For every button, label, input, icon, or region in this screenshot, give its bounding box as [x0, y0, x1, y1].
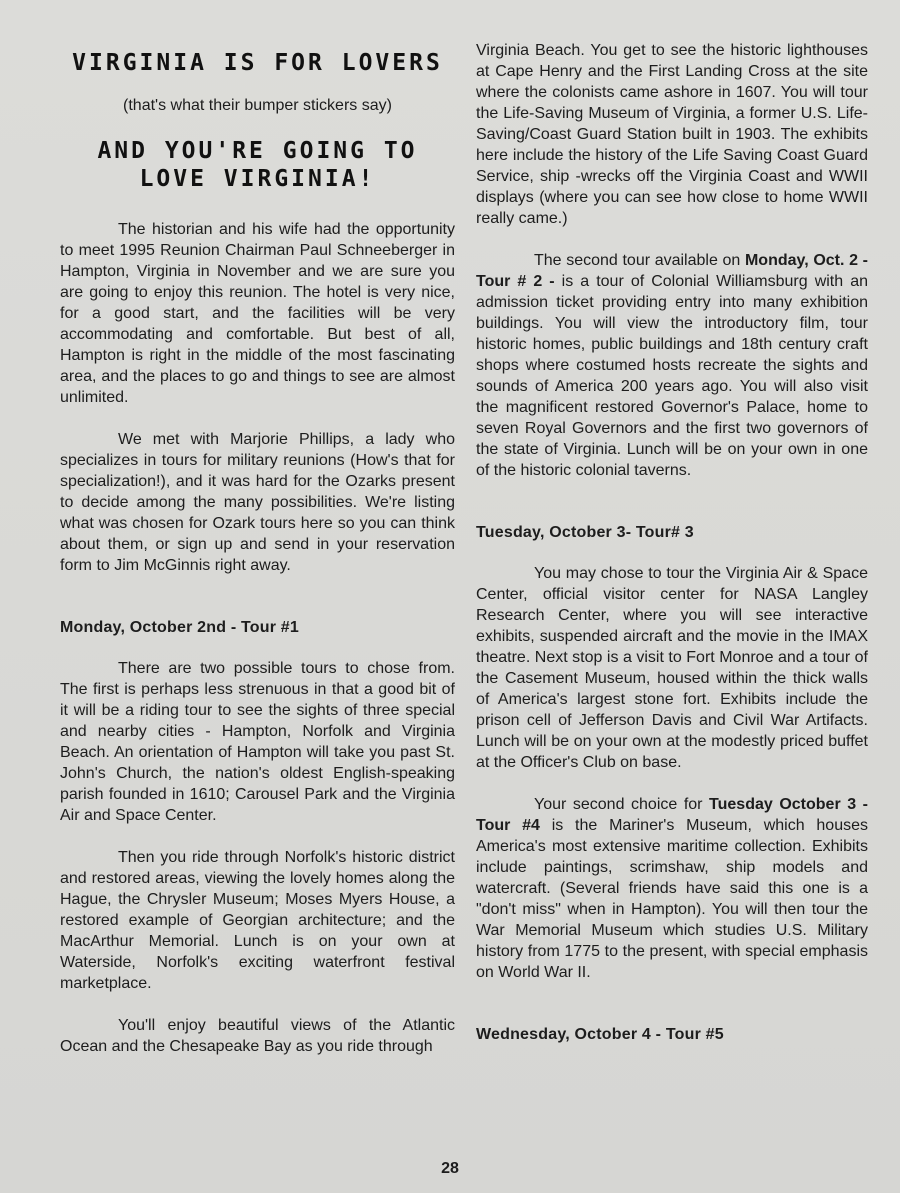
tour1-paragraph-2: Then you ride through Norfolk's historic district and restored areas, viewing the lovely homes along the Hague, the Chrysler Museum; Moses Myers House, a restored example of Georgian architecture; and the MacArthur Memorial. Lunch is on your own at Waterside, Norfolk's exciting waterfront festival marketplace. — [60, 849, 455, 992]
headline-virginia-lovers: VIRGINIA IS FOR LOVERS — [72, 50, 443, 76]
tour2-description: is a tour of Colonial Williamsburg with an admission ticket providing entry into many exhibition buildings. You will view the introductory film, tour historic homes, public buildings and 18th century craft shops where costumed hosts recreate the sights and sounds of America 200 years ago. You will also visit the magnificent restored Governor's Palace, home to seven Royal Governors and the first two governors of the state of Virginia. Lunch will be on your own in one of the historic colonial taverns. — [476, 273, 868, 479]
tour1-continuation: Virginia Beach. You get to see the historic lighthouses at Cape Henry and the First Landing Cross at the site where the colonists came ashore in 1607. You will tour the Life-Saving Museum of Virginia, a former U.S. Life-Saving/Coast Guard Station built in 1903. The exhibits here include the history of the Life Saving Coast Guard Service, ship -wrecks off the Virginia Coast and WWII displays (where you can see how close to home WWII really came.) — [476, 42, 868, 227]
monday-tour1-heading: Monday, October 2nd - Tour #1 — [60, 619, 300, 636]
tours-paragraph: We met with Marjorie Phillips, a lady who specializes in tours for military reunions (How's that for specialization!), and it was hard for the Ozarks present to decide among the many possibilities. We're listing what was chosen for Ozark tours here so you can think about them, or sign up and send in your reservation form to Jim McGinnis right away. — [60, 431, 455, 574]
tour4-paragraph — [476, 794, 868, 983]
tour2-paragraph — [476, 250, 868, 481]
bumper-sticker-subline: (that's what their bumper stickers say) — [123, 97, 392, 114]
wednesday-tour5-heading: Wednesday, October 4 - Tour #5 — [476, 1026, 724, 1043]
tour1-paragraph-3: You'll enjoy beautiful views of the Atlantic Ocean and the Chesapeake Bay as you ride through — [60, 1017, 455, 1055]
tour4-intro-text: Your second choice for — [534, 796, 710, 813]
headline-love-virginia: AND YOU'RE GOING TO LOVE VIRGINIA! — [97, 138, 418, 192]
right-column — [476, 40, 868, 1044]
tuesday-tour3-heading: Tuesday, October 3- Tour# 3 — [476, 524, 694, 541]
page-number: 28 — [441, 1160, 459, 1177]
tour4-description: is the Mariner's Museum, which houses America's most extensive maritime collection. Exhibits include paintings, scrimshaw, ship models and watercraft. (Several friends have said this one is a "don't miss" when in Hampton). You will then tour the War Memorial Museum which studies U.S. Military history from 1775 to the present, with special emphasis on World War II. — [476, 817, 868, 981]
tour1-paragraph-1: There are two possible tours to chose from. The first is perhaps less strenuous in that a good bit of it will be a riding tour to see the sights of three special and nearby cities - Hampton, Norfolk and Virginia Beach. An orientation of Hampton will take you past St. John's Church, the nation's oldest English-speaking parish founded in 1610; Carousel Park and the Virginia Air and Space Center. — [60, 660, 455, 824]
tour4-date-label: Tuesday October 3 -Tour #4 — [476, 796, 868, 834]
tour2-intro-text: The second tour available on — [534, 252, 745, 269]
intro-paragraph: The historian and his wife had the opportunity to meet 1995 Reunion Chairman Paul Schneeberger in Hampton, Virginia in November and we are sure you are going to enjoy this reunion. The hotel is very nice, for a good start, and the facilities will be very accommodating and comfortable. But best of all, Hampton is right in the middle of the most fascinating area, and the places to go and things to see are almost unlimited. — [60, 221, 455, 406]
left-column — [60, 40, 455, 1057]
tour2-date-label: Monday, Oct. 2 - Tour # 2 - — [476, 252, 868, 290]
tour3-paragraph: You may chose to tour the Virginia Air & Space Center, official visitor center for NASA Langley Research Center, where you will see interactive exhibits, suspended aircraft and the movie in the IMAX theatre. Next stop is a visit to Fort Monroe and a tour of the Casement Museum, housed within the thick walls of America's largest stone fort. Exhibits include the prison cell of Jefferson Davis and Civil War Artifacts. Lunch will be on your own at the modestly priced buffet at the Officer's Club on base. — [476, 565, 868, 771]
